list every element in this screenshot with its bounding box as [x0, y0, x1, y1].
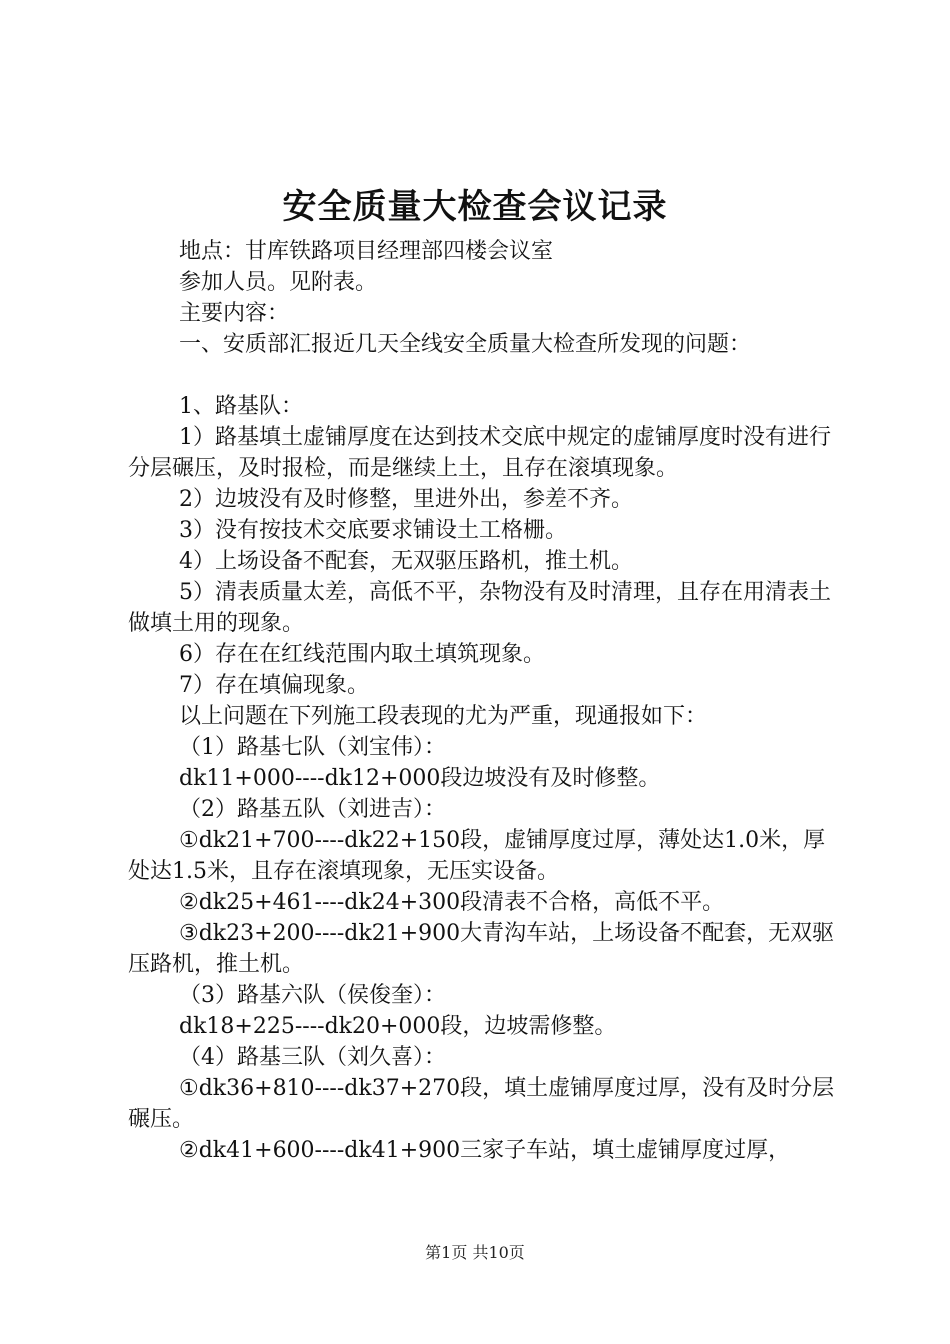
paragraph-team-3: （4）路基三队（刘久喜）：	[179, 1045, 446, 1070]
document-title: 安全质量大检查会议记录	[282, 187, 668, 227]
paragraph-team-7-detail: dk11+000----dk12+000段边坡没有及时修整。	[179, 766, 661, 791]
paragraph-issue-4: 4）上场设备不配套，无双驱压路机，推土机。	[179, 549, 633, 574]
paragraph-summary: 以上问题在下列施工段表现的尤为严重，现通报如下：	[179, 704, 708, 729]
paragraph-section-one: 一、安质部汇报近几天全线安全质量大检查所发现的问题：	[179, 332, 752, 357]
blank-line	[128, 360, 840, 391]
page-footer: 第1页 共10页	[425, 1243, 525, 1262]
paragraph-team-6-detail: dk18+225----dk20+000段，边坡需修整。	[179, 1014, 617, 1039]
paragraph-team-5-detail-2: ②dk25+461----dk24+300段清表不合格，高低不平。	[179, 890, 725, 915]
paragraph-issue-5: 5）清表质量太差，高低不平，杂物没有及时清理，且存在用清表土做填土用的现象。	[128, 580, 831, 636]
paragraph-issue-3: 3）没有按技术交底要求铺设土工格栅。	[179, 518, 567, 543]
paragraph-team-3-detail-2: ②dk41+600----dk41+900三家子车站，填土虚铺厚度过厚，	[179, 1138, 791, 1163]
paragraph-issue-7: 7）存在填偏现象。	[179, 673, 369, 698]
paragraph-participants: 参加人员。见附表。	[179, 270, 378, 295]
document-body	[128, 236, 840, 1166]
paragraph-issue-6: 6）存在在红线范围内取土填筑现象。	[179, 642, 545, 667]
paragraph-issue-2: 2）边坡没有及时修整，里进外出，参差不齐。	[179, 487, 633, 512]
paragraph-team-5-detail-1: ①dk21+700----dk22+150段，虚铺厚度过厚，薄处达1.0米，厚处达1.5米，且存在滚填现象，无压实设备。	[128, 828, 826, 884]
paragraph-main-content-heading: 主要内容：	[179, 301, 290, 326]
paragraph-location: 地点：甘库铁路项目经理部四楼会议室	[179, 239, 554, 264]
paragraph-team-5-detail-3: ③dk23+200----dk21+900大青沟车站，上场设备不配套，无双驱压路机，推土机。	[128, 921, 835, 977]
paragraph-team-6: （3）路基六队（侯俊奎）：	[179, 983, 446, 1008]
paragraph-subgrade-team: 1、路基队：	[179, 394, 303, 419]
paragraph-team-7: （1）路基七队（刘宝伟）：	[179, 735, 446, 760]
paragraph-team-3-detail-1: ①dk36+810----dk37+270段，填土虚铺厚度过厚，没有及时分层碾压。	[128, 1076, 835, 1132]
paragraph-issue-1: 1）路基填土虚铺厚度在达到技术交底中规定的虚铺厚度时没有进行分层碾压，及时报检，而是继续上土，且存在滚填现象。	[128, 425, 831, 481]
paragraph-team-5: （2）路基五队（刘进吉）：	[179, 797, 446, 822]
